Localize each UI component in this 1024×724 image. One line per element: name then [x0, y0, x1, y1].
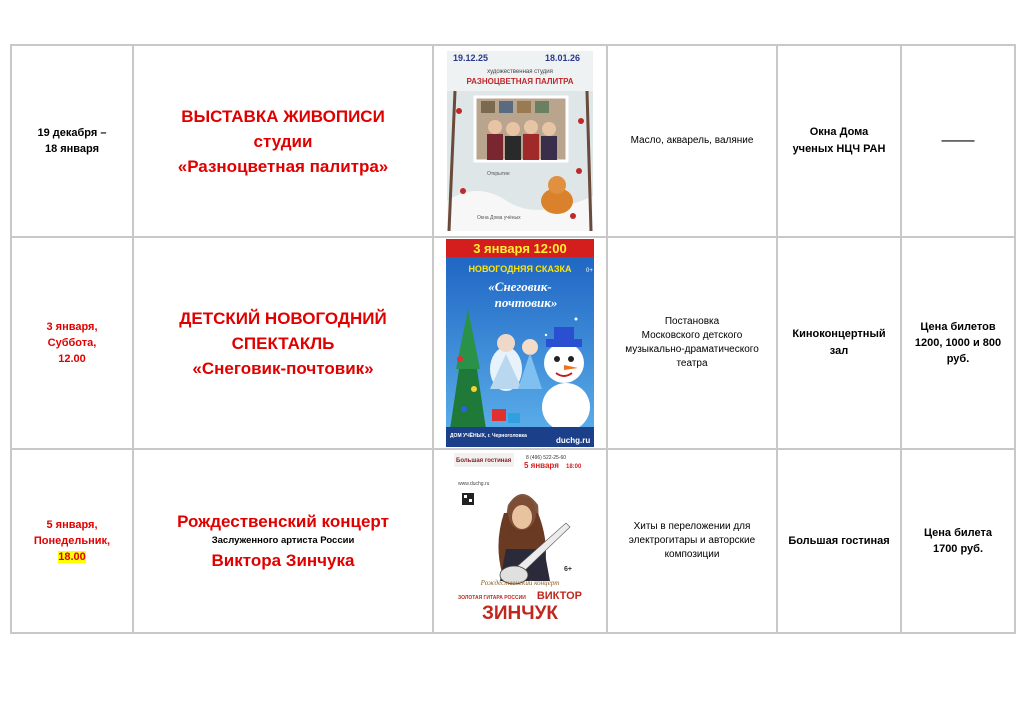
poster-left-words: ЗОЛОТАЯ ГИТАРА РОССИИ: [458, 595, 526, 601]
event-row-play: [11, 237, 1015, 449]
event-description: [607, 449, 777, 633]
description-line: Московского детского: [641, 330, 743, 341]
poster-date-left: 19.12.25: [453, 53, 489, 63]
poster-top: 3 января 12:00: [473, 241, 567, 256]
price-line: 1200, 1000 и 800: [914, 337, 1002, 349]
svg-text:Открытие: Открытие: [487, 171, 510, 177]
event-poster-cell: [433, 237, 607, 449]
date-line: 19 декабря –: [37, 127, 107, 139]
event-row-concert: [11, 449, 1015, 633]
poster-day: 5 января: [524, 461, 559, 470]
poster-site: duchg.ru: [556, 436, 591, 445]
description-line: электрогитары и авторские: [628, 535, 756, 546]
description-line: театра: [676, 358, 708, 369]
poster-caption: художественная студия: [487, 69, 553, 75]
poster-concert: Рождественский концерт: [480, 579, 560, 587]
poster-age: 0+: [586, 268, 593, 274]
description-line: Хиты в переложении для: [633, 521, 751, 532]
concert-poster: [454, 453, 586, 629]
price-line: 1700 руб.: [932, 543, 984, 555]
price-text: ———: [941, 135, 975, 147]
title-line: ВЫСТАВКА ЖИВОПИСИ: [181, 106, 385, 126]
poster-last: ЗИНЧУК: [481, 603, 559, 624]
event-title: [133, 45, 433, 237]
place-line: Киноконцертный: [792, 328, 886, 340]
title-line: ДЕТСКИЙ НОВОГОДНИЙ: [179, 308, 387, 328]
poster-name: РАЗНОЦВЕТНАЯ ПАЛИТРА: [466, 77, 574, 86]
title-line: СПЕКТАКЛЬ: [231, 333, 335, 353]
event-price: [901, 45, 1015, 237]
poster-name-2: почтовик»: [494, 295, 558, 310]
poster-date-right: 18.01.26: [545, 53, 581, 63]
title-line: «Разноцветная палитра»: [177, 156, 389, 176]
poster-phone: 8 (496) 522-25-60: [526, 455, 567, 461]
title-main: Рождественский концерт: [177, 512, 389, 531]
poster-time: 18:00: [566, 464, 582, 470]
poster-site: www.duchg.ru: [458, 481, 490, 487]
description-line: композиции: [664, 549, 720, 560]
event-title: [133, 449, 433, 633]
date-line: 18 января: [44, 143, 100, 155]
date-line: Суббота,: [47, 337, 97, 349]
date-line: 12.00: [58, 353, 86, 365]
price-line: Цена билета: [924, 527, 992, 539]
poster-footer: ДОМ УЧЁНЫХ, г. Черноголовка: [450, 433, 527, 439]
price-line: руб.: [946, 353, 970, 365]
date-line: 5 января,: [46, 519, 98, 531]
event-place: [777, 45, 901, 237]
place-line: Окна Дома: [809, 126, 869, 138]
event-date: [11, 449, 133, 633]
event-row-exhibition: [11, 45, 1015, 237]
poster-age: 6+: [564, 566, 572, 573]
schedule-table: [10, 44, 1016, 634]
svg-text:Окна Дома учёных: Окна Дома учёных: [477, 215, 521, 221]
title-artist: Виктора Зинчука: [211, 551, 355, 570]
time-highlight: 18.00: [58, 551, 86, 563]
poster-venue: Большая гостиная: [456, 458, 512, 464]
place-line: зал: [829, 345, 849, 357]
poster-name-1: «Снеговик-: [488, 279, 552, 294]
event-place: [777, 237, 901, 449]
place-line: ученых НЦЧ РАН: [792, 143, 886, 155]
title-line: «Снеговик-почтовик»: [192, 358, 374, 378]
place-text: Большая гостиная: [788, 534, 890, 547]
play-poster: [446, 239, 594, 447]
event-price: [901, 449, 1015, 633]
event-title: [133, 237, 433, 449]
description-text: Масло, акварель, валяние: [630, 135, 754, 146]
exhibition-poster: [447, 51, 593, 231]
event-place: [777, 449, 901, 633]
description-line: Постановка: [664, 316, 720, 327]
date-line: Понедельник,: [33, 535, 111, 547]
event-description: [607, 45, 777, 237]
title-line: студии: [253, 131, 313, 151]
title-sub: Заслуженного артиста России: [211, 535, 355, 546]
event-poster-cell: [433, 45, 607, 237]
event-poster-cell: [433, 449, 607, 633]
poster-first: ВИКТОР: [536, 590, 582, 602]
event-price: [901, 237, 1015, 449]
event-date: [11, 45, 133, 237]
date-line: 3 января,: [46, 321, 98, 333]
poster-caption: НОВОГОДНЯЯ СКАЗКА: [468, 264, 572, 274]
price-line: Цена билетов: [920, 321, 996, 333]
description-line: музыкально-драматического: [625, 344, 759, 355]
event-description: [607, 237, 777, 449]
event-date: [11, 237, 133, 449]
